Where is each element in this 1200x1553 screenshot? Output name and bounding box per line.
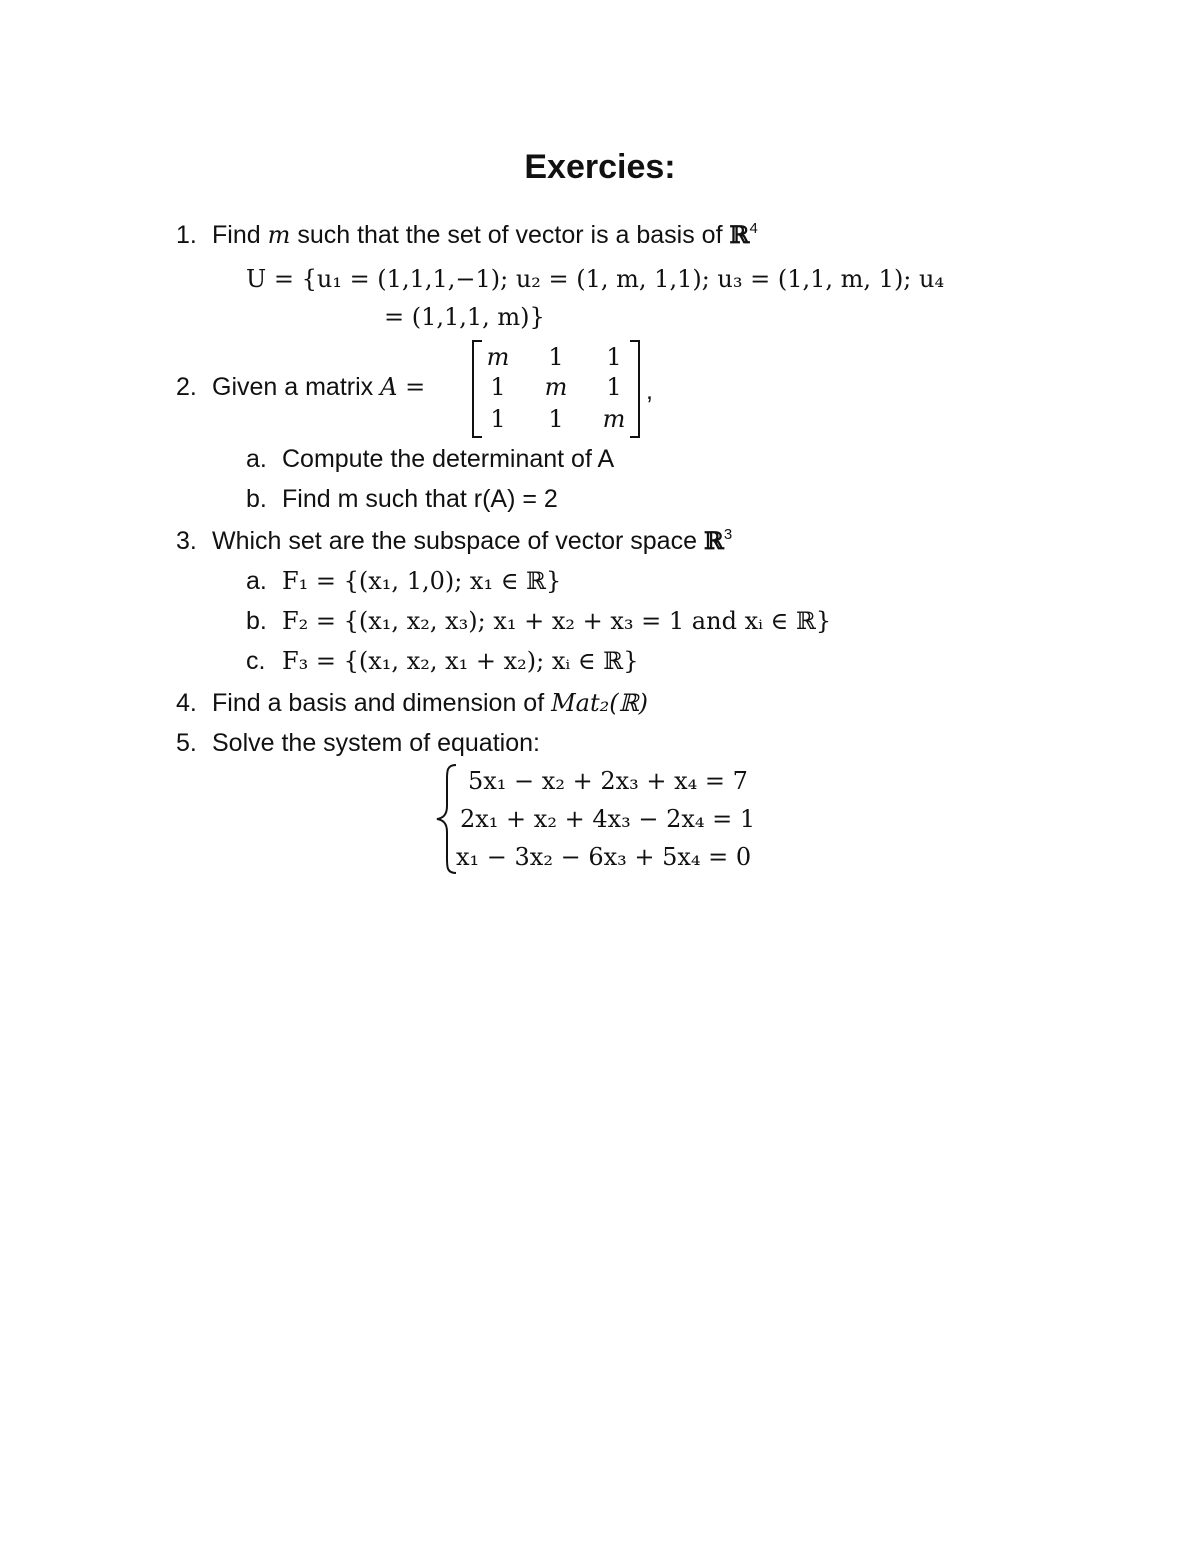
matrix-a bbox=[472, 340, 640, 436]
exercise-3b bbox=[246, 604, 831, 638]
set-f2: F₂ = {(x₁, x₂, x₃); x₁ + x₂ + x₃ = 1 and xᵢ ∈ ℝ} bbox=[282, 607, 832, 635]
matrix-cell: 1 bbox=[490, 405, 506, 433]
exercise-2b bbox=[246, 482, 558, 516]
exercise-number: 5. bbox=[176, 729, 197, 757]
sub-label: a. bbox=[246, 567, 267, 595]
matrix-cell: 1 bbox=[548, 405, 564, 433]
equation-line: 2x₁ + x₂ + 4x₃ − 2x₄ = 1 bbox=[460, 805, 756, 833]
exercise-text: such that the set of vector is a basis of bbox=[297, 221, 723, 249]
sub-label: b. bbox=[246, 485, 267, 513]
exercise-3c bbox=[246, 644, 638, 678]
matrix-cell: m bbox=[486, 343, 510, 371]
exercise-text: Find a basis and dimension of bbox=[212, 689, 545, 717]
sub-label: c. bbox=[246, 647, 266, 675]
exercise-text: Find bbox=[212, 221, 261, 249]
matrix-space: Mat₂(ℝ) bbox=[551, 689, 648, 717]
set-definition-line-2: = (1,1,1, m)} bbox=[384, 303, 545, 331]
real-space-symbol: ℝ bbox=[729, 220, 750, 249]
set-f1: F₁ = {(x₁, 1,0); x₁ ∈ ℝ} bbox=[282, 567, 562, 595]
matrix-trailing-comma: , bbox=[646, 377, 653, 405]
exercise-number: 3. bbox=[176, 527, 197, 555]
space-exponent: 4 bbox=[749, 220, 758, 237]
math-variable: m bbox=[267, 221, 291, 249]
exercise-number: 2. bbox=[176, 373, 197, 401]
exercise-3 bbox=[176, 524, 732, 558]
exercise-5 bbox=[176, 726, 540, 760]
page-title: Exercies: bbox=[524, 148, 676, 186]
matrix-cell: 1 bbox=[606, 343, 622, 371]
exercise-text: Solve the system of equation: bbox=[212, 729, 540, 757]
sub-text: Compute the determinant of A bbox=[282, 445, 615, 473]
equation-line: x₁ − 3x₂ − 6x₃ + 5x₄ = 0 bbox=[456, 843, 752, 871]
sub-label: a. bbox=[246, 445, 267, 473]
exercise-text: Which set are the subspace of vector space bbox=[212, 527, 697, 555]
matrix-cell: m bbox=[602, 405, 626, 433]
sub-label: b. bbox=[246, 607, 267, 635]
matrix-cell: 1 bbox=[548, 343, 564, 371]
matrix-cell: 1 bbox=[606, 373, 622, 401]
set-f3: F₃ = {(x₁, x₂, x₁ + x₂); xᵢ ∈ ℝ} bbox=[282, 647, 639, 675]
exercise-3a bbox=[246, 564, 561, 598]
exercise-text: Given a matrix bbox=[212, 373, 374, 401]
sub-text: Find m such that r(A) = 2 bbox=[282, 485, 558, 513]
exercise-number: 1. bbox=[176, 221, 197, 249]
exercise-2a bbox=[246, 442, 614, 476]
exercise-4 bbox=[176, 686, 648, 720]
matrix-cell: 1 bbox=[490, 373, 506, 401]
set-definition-line-1: U = {u₁ = (1,1,1,−1); u₂ = (1, m, 1,1); u₃ = (1,1, m, 1); u₄ bbox=[246, 265, 945, 293]
exercise-2 bbox=[176, 370, 425, 404]
matrix-name: A = bbox=[380, 373, 426, 401]
equation-line: 5x₁ − x₂ + 2x₃ + x₄ = 7 bbox=[468, 767, 748, 795]
matrix-cell: m bbox=[544, 373, 568, 401]
exercise-1 bbox=[176, 218, 758, 252]
space-exponent: 3 bbox=[723, 526, 733, 543]
real-space-symbol: ℝ bbox=[703, 526, 724, 555]
exercise-number: 4. bbox=[176, 689, 197, 717]
